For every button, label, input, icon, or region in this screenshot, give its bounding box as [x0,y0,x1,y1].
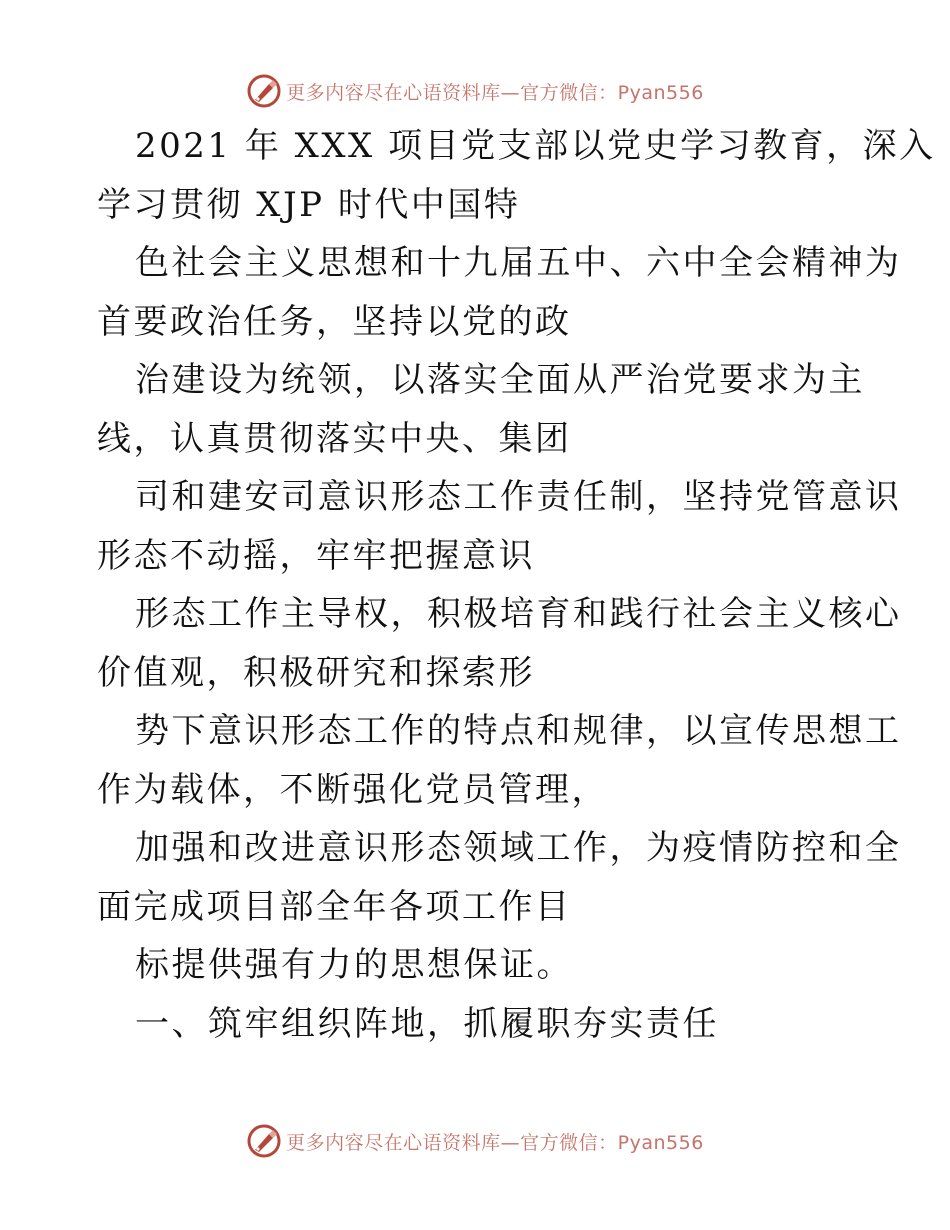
document-line: 色社会主义思想和十九届五中、六中全会精神为 [135,243,902,283]
document-line: 治建设为统领，以落实全面从严治党要求为主 [135,360,865,400]
watermark-text: 更多内容尽在心语资料库—官方微信：Pyan556 [286,81,704,104]
pen-logo-icon [246,1123,282,1159]
document-line: 加强和改进意识形态领域工作，为疫情防控和全 [135,828,902,868]
document-line: 司和建安司意识形态工作责任制，坚持党管意识 [135,477,902,517]
watermark-footer [0,1121,950,1161]
document-line: 面完成项目部全年各项工作目 [97,886,572,927]
document-line: 2021 年 XXX 项目党支部以党史学习教育，深入 [135,126,936,166]
document-line: 首要政治任务，坚持以党的政 [97,301,572,342]
watermark-text: 更多内容尽在心语资料库—官方微信：Pyan556 [286,1131,704,1154]
document-line: 作为载体，不断强化党员管理， [97,769,608,810]
document-line: 学习贯彻 XJP 时代中国特 [97,184,521,225]
document-line: 价值观，积极研究和探索形 [97,652,535,693]
document-line: 势下意识形态工作的特点和规律，以宣传思想工 [135,711,902,751]
document-line: 一、筑牢组织阵地，抓履职夯实责任 [135,1003,719,1044]
pen-logo-icon [246,73,282,109]
document-line: 标提供强有力的思想保证。 [135,945,573,985]
document-line: 线，认真贯彻落实中央、集团 [97,418,572,459]
document-line: 形态工作主导权，积极培育和践行社会主义核心 [135,594,902,634]
document-body [0,120,950,1060]
document-line: 形态不动摇，牢牢把握意识 [97,535,535,576]
watermark-header [0,71,950,111]
